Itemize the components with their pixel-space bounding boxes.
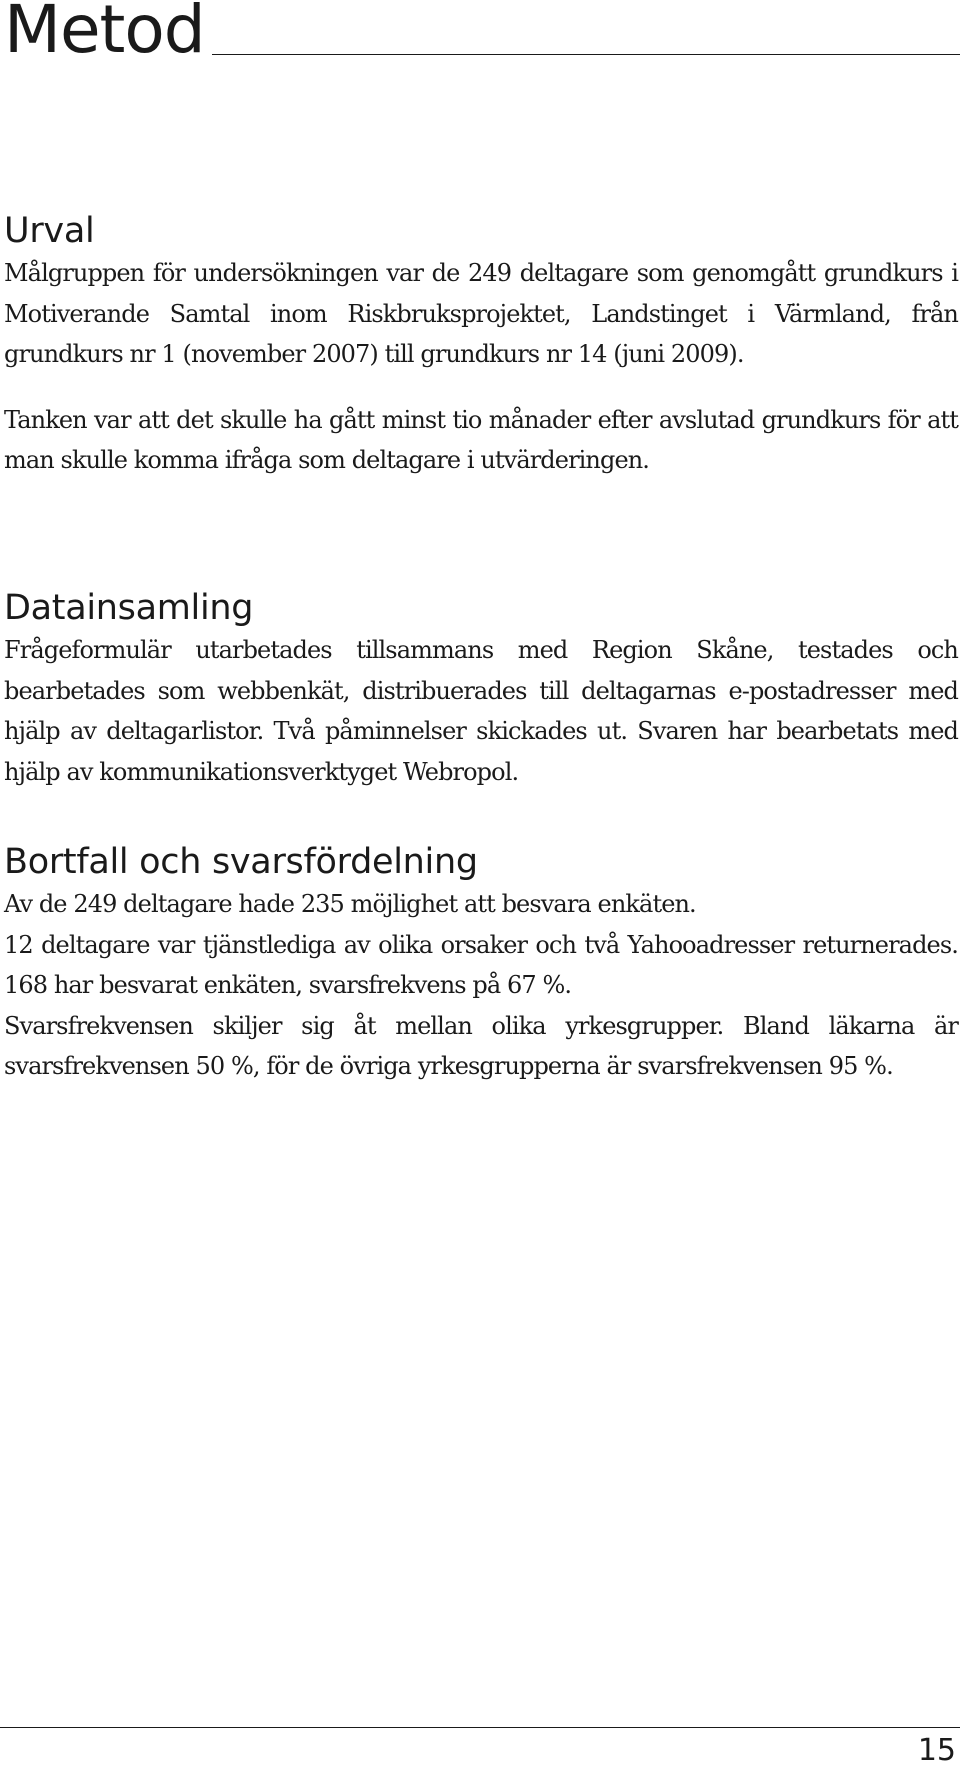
paragraph-urval-2: Tanken var att det skulle ha gått minst tio månader efter avslutad grundkurs för att man skulle komma ifråga som deltagare i utvärderingen. bbox=[4, 405, 958, 474]
section-heading-urval: Urval bbox=[4, 211, 95, 251]
paragraph-bortfall-3: Svarsfrekvensen skiljer sig åt mellan olika yrkesgrupper. Bland läkarna är svarsfrekvensen 50 %, för de övriga yrkesgrupperna är svarsfrekvensen 95 %. bbox=[4, 1011, 958, 1080]
page-number: 15 bbox=[917, 1733, 956, 1768]
section-heading-bortfall: Bortfall och svarsfördelning bbox=[4, 842, 478, 882]
footer-rule bbox=[0, 1727, 960, 1728]
title-rule bbox=[212, 54, 960, 55]
section-bortfall bbox=[4, 840, 958, 1087]
paragraph-bortfall-2: 12 deltagare var tjänstlediga av olika orsaker och två Yahooadresser returnerades. 168 har besvarat enkäten, svarsfrekvens på 67 %. bbox=[4, 930, 958, 999]
page-title: Metod bbox=[4, 0, 205, 68]
paragraph-bortfall-1: Av de 249 deltagare hade 235 möjlighet att besvara enkäten. bbox=[4, 890, 696, 918]
section-heading-datainsamling: Datainsamling bbox=[4, 588, 254, 628]
section-datainsamling bbox=[4, 586, 958, 792]
paragraph-datainsamling-1: Frågeformulär utarbetades tillsammans med Region Skåne, testades och bearbetades som webbenkät, distribuerades till deltagarnas e-postadresser med hjälp av deltagarlistor. Två påminnelser skickades ut. Svaren har bearbetats med hjälp av kommunikationsverktyget Webropol. bbox=[4, 636, 958, 786]
paragraph-urval-1: Målgruppen för undersökningen var de 249 deltagare som genomgått grundkurs i Motiverande Samtal inom Riskbruksprojektet, Landstinget i Värmland, från grundkurs nr 1 (november 2007) till grundkurs nr 14 (juni 2009). bbox=[4, 259, 958, 368]
section-urval bbox=[4, 209, 958, 481]
